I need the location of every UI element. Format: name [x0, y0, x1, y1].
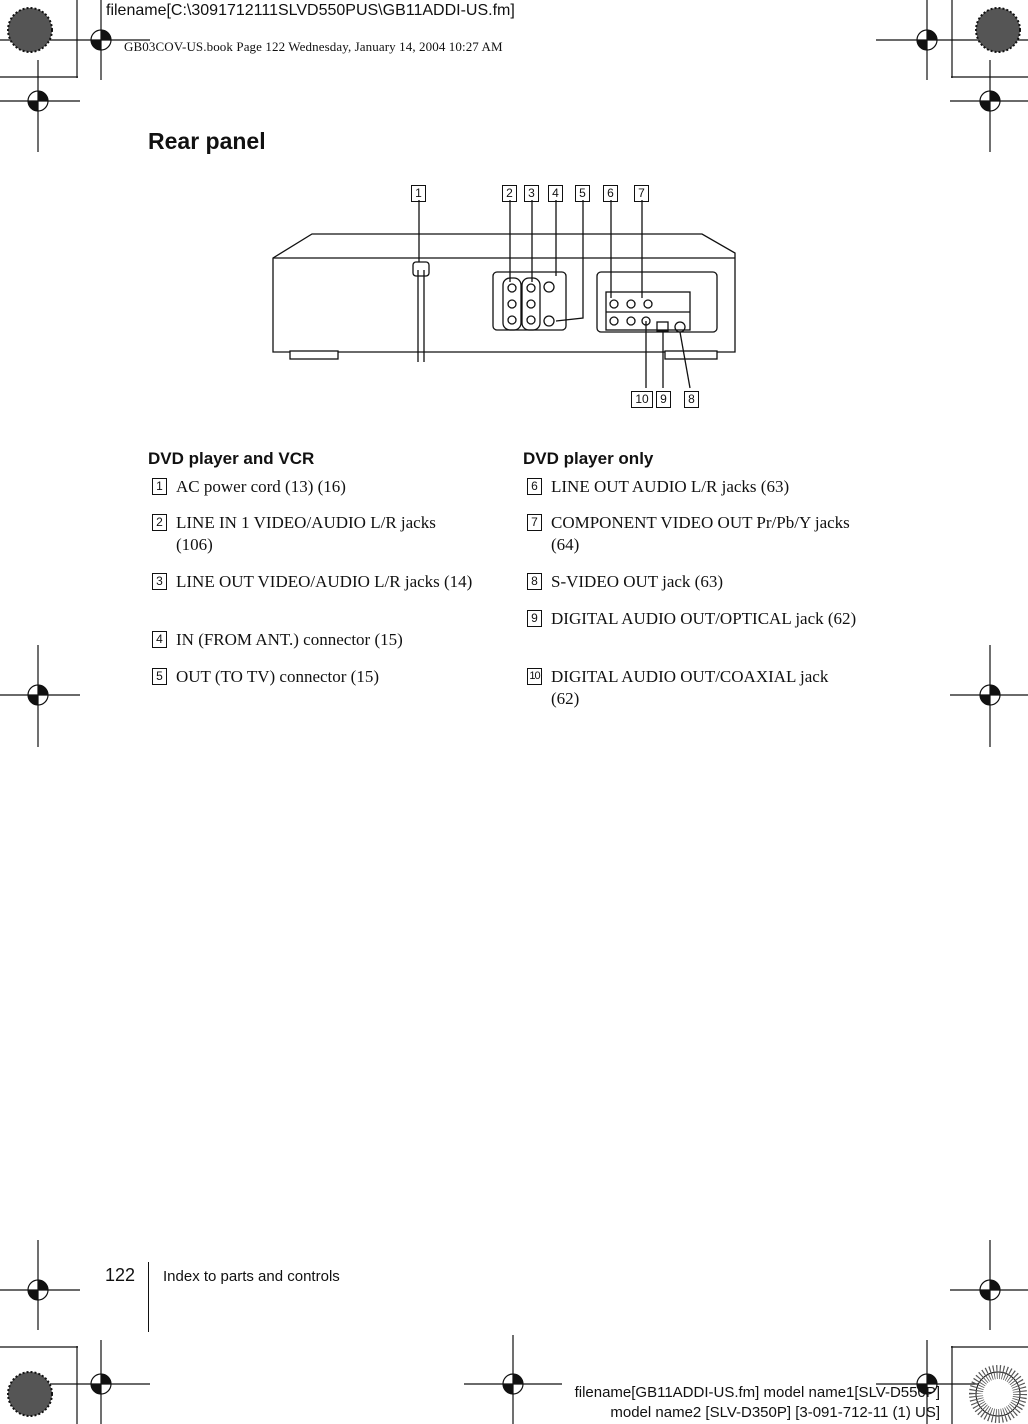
- callout-number: 3: [524, 185, 539, 202]
- item-text: DIGITAL AUDIO OUT/COAXIAL jack (62): [551, 667, 829, 708]
- item-text: LINE OUT VIDEO/AUDIO L/R jacks (14): [176, 572, 473, 591]
- list-item: [152, 512, 476, 556]
- callout-9: [656, 389, 680, 408]
- list-item: [527, 512, 851, 556]
- callout-number: 2: [502, 185, 517, 202]
- callout-number: 1: [411, 185, 426, 202]
- item-text: S-VIDEO OUT jack (63): [551, 572, 724, 591]
- callout-number: 4: [548, 185, 563, 202]
- item-number: 1: [152, 478, 167, 495]
- footer-file-line-2: model name2 [SLV-D350P] [3-091-712-11 (1) US]: [610, 1404, 940, 1421]
- item-text: DIGITAL AUDIO OUT/OPTICAL jack (62): [551, 609, 857, 628]
- callout-number: 6: [603, 185, 618, 202]
- page-number: 122: [105, 1265, 136, 1285]
- list-item: [152, 666, 486, 688]
- list-item: [152, 571, 476, 593]
- item-text: COMPONENT VIDEO OUT Pr/Pb/Y jacks (64): [551, 513, 850, 554]
- callout-number: 7: [634, 185, 649, 202]
- item-text: LINE OUT AUDIO L/R jacks (63): [551, 477, 790, 496]
- item-text: AC power cord (13) (16): [176, 477, 346, 496]
- callout-3: [524, 183, 548, 202]
- item-number: 4: [152, 631, 167, 648]
- list-item: [152, 629, 486, 651]
- callout-6: [603, 183, 627, 202]
- callout-number: 8: [684, 391, 699, 408]
- item-number: 7: [527, 514, 542, 531]
- callout-8: [684, 389, 708, 408]
- callout-1: [411, 183, 435, 202]
- callout-7: [634, 183, 658, 202]
- header-book-info: GB03COV-US.book Page 122 Wednesday, January 14, 2004 10:27 AM: [124, 39, 503, 54]
- footer-filename: [575, 1383, 940, 1423]
- list-item: [527, 476, 861, 498]
- item-number: 8: [527, 573, 542, 590]
- footer-file-line-1: filename[GB11ADDI-US.fm] model name1[SLV-D550P]: [574, 1384, 940, 1401]
- item-number: 10: [527, 668, 542, 685]
- item-text: IN (FROM ANT.) connector (15): [176, 630, 403, 649]
- callout-4: [548, 183, 572, 202]
- item-text: LINE IN 1 VIDEO/AUDIO L/R jacks (106): [176, 513, 436, 554]
- section-heading-dvd-vcr: DVD player and VCR: [148, 449, 315, 468]
- callout-2: [502, 183, 526, 202]
- footer-divider: [148, 1262, 149, 1332]
- list-item: [152, 476, 486, 498]
- list-item: [527, 608, 857, 630]
- page-title: Rear panel: [148, 128, 266, 154]
- item-number: 9: [527, 610, 542, 627]
- item-number: 2: [152, 514, 167, 531]
- section-heading-dvd-only: DVD player only: [523, 449, 654, 468]
- list-item: [527, 571, 861, 593]
- header-filename: filename[C:\3091712111SLVD550PUS\GB11ADDI-US.fm]: [106, 2, 515, 19]
- list-item: [527, 666, 857, 710]
- footer-section-title: Index to parts and controls: [163, 1268, 340, 1285]
- item-text: OUT (TO TV) connector (15): [176, 667, 380, 686]
- item-number: 3: [152, 573, 167, 590]
- item-number: 6: [527, 478, 542, 495]
- item-number: 5: [152, 668, 167, 685]
- callout-5: [575, 183, 599, 202]
- callout-number: 5: [575, 185, 590, 202]
- callout-number: 10: [631, 391, 653, 408]
- callout-number: 9: [656, 391, 671, 408]
